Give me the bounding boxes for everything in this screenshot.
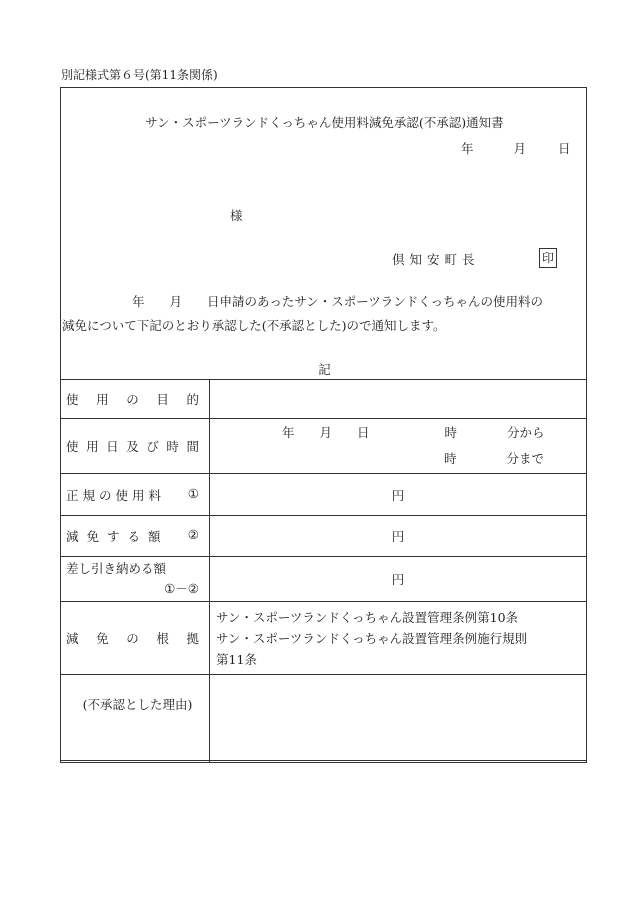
purpose-label-cell [61, 380, 210, 419]
table-row [61, 380, 587, 419]
issuer-name: 倶知安町長 [392, 252, 480, 267]
table-row [61, 557, 587, 602]
basis-label: 減 免 の 根 拠 [66, 631, 199, 646]
yen-unit: 円 [391, 487, 405, 503]
reduction-label-cell [61, 516, 210, 557]
body-text-line1: 年 月 日申請のあったサン・スポーツランドくっちゃんの使用料の [132, 294, 544, 309]
datetime-label-cell [61, 419, 210, 474]
table-row [61, 474, 587, 516]
payable-label-cell [61, 557, 210, 602]
datetime-label: 使 用 日 及 び 時 間 [66, 439, 199, 454]
addressee-suffix: 様 [230, 208, 243, 223]
datetime-value-cell[interactable] [210, 419, 587, 474]
reason-label: (不承認とした理由) [82, 696, 193, 712]
purpose-value-cell[interactable] [210, 380, 587, 419]
table-row [61, 602, 587, 675]
month-label: 月 [513, 141, 527, 156]
payable-value-cell[interactable] [210, 557, 587, 602]
yen-unit: 円 [391, 529, 405, 544]
basis-label-cell [61, 602, 210, 675]
details-table [60, 379, 587, 763]
document-title: サン・スポーツランドくっちゃん使用料減免承認(不承認)通知書 [145, 115, 504, 130]
fee-value-cell[interactable] [210, 474, 587, 516]
payable-formula: ①－② [164, 581, 199, 596]
fee-label: 正規の使用料 ① [66, 485, 199, 503]
datetime-to: 時 分まで [444, 451, 545, 466]
notice-form [60, 87, 587, 761]
fee-label-cell [61, 474, 210, 516]
reason-label-cell [61, 675, 210, 763]
seal-mark: 印 [539, 248, 557, 268]
basis-line3: 第11条 [216, 651, 257, 667]
ki-heading: 記 [318, 362, 331, 377]
year-label: 年 [461, 141, 474, 156]
reduction-value-cell[interactable] [210, 516, 587, 557]
day-label: 日 [558, 141, 571, 156]
basis-value-cell [210, 602, 587, 675]
table-row [61, 419, 587, 474]
form-number-label: 別記様式第６号(第11条関係) [61, 68, 218, 82]
table-row [61, 516, 587, 557]
datetime-from: 年 月 日 時 分から [282, 425, 545, 440]
issue-date [461, 139, 571, 157]
basis-line2: サン・スポーツランドくっちゃん設置管理条例施行規則 [216, 630, 528, 646]
payable-label: 差し引き納める額 [66, 561, 167, 576]
reduction-label: 減免する額 ② [66, 527, 199, 544]
basis-line1: サン・スポーツランドくっちゃん設置管理条例第10条 [216, 609, 519, 625]
table-row [61, 675, 587, 763]
body-text-line2: 減免について下記のとおり承認した(不承認とした)ので通知します。 [62, 318, 446, 333]
reason-value-cell[interactable] [210, 675, 587, 763]
purpose-label: 使 用 の 目 的 [66, 392, 199, 407]
yen-unit: 円 [391, 572, 405, 587]
